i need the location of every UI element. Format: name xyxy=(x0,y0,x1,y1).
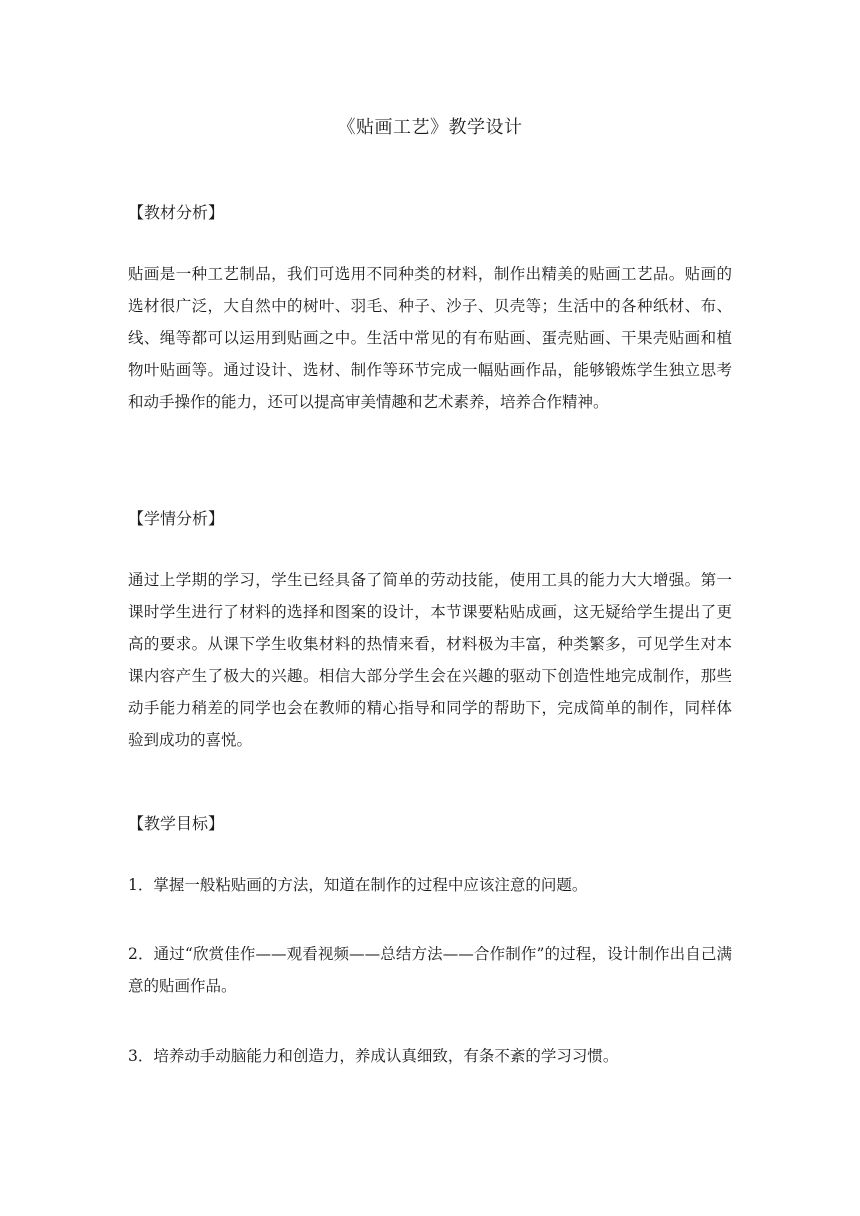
goal-item-3: 3．培养动手动脑能力和创造力，养成认真细致，有条不紊的学习习惯。 xyxy=(128,1047,619,1065)
goal-item-1: 1．掌握一般粘贴画的方法，知道在制作的过程中应该注意的问题。 xyxy=(128,876,588,894)
section-heading-textbook-analysis: 【教材分析】 xyxy=(128,203,225,222)
document-title: 《贴画工艺》教学设计 xyxy=(337,117,523,138)
section-paragraph-student-analysis: 通过上学期的学习，学生已经具备了简单的劳动技能，使用工具的能力大大增强。第一课时学生进行了材料的选择和图案的设计，本节课要粘贴成画，这无疑给学生提出了更高的要求。从课下学生收集材料的热情来看，材料极为丰富，种类繁多，可见学生对本课内容产生了极大的兴趣。相信大部分学生会在兴趣的驱动下创造性地完成制作，那些动手能力稍差的同学也会在教师的精心指导和同学的帮助下，完成简单的制作，同样体验到成功的喜悦。 xyxy=(128,571,732,749)
section-heading-student-analysis: 【学情分析】 xyxy=(128,509,225,528)
section-heading-teaching-goals: 【教学目标】 xyxy=(128,814,225,833)
section-paragraph-textbook-analysis: 贴画是一种工艺制品，我们可选用不同种类的材料，制作出精美的贴画工艺品。贴画的选材很广泛，大自然中的树叶、羽毛、种子、沙子、贝壳等；生活中的各种纸材、布、线、绳等都可以运用到贴画之中。生活中常见的有布贴画、蛋壳贴画、干果壳贴画和植物叶贴画等。通过设计、选材、制作等环节完成一幅贴画作品，能够锻炼学生独立思考和动手操作的能力，还可以提高审美情趣和艺术素养，培养合作精神。 xyxy=(128,265,732,411)
goal-item-2: 2．通过“欣赏佳作——观看视频——总结方法——合作制作”的过程，设计制作出自己满意的贴画作品。 xyxy=(128,945,732,995)
